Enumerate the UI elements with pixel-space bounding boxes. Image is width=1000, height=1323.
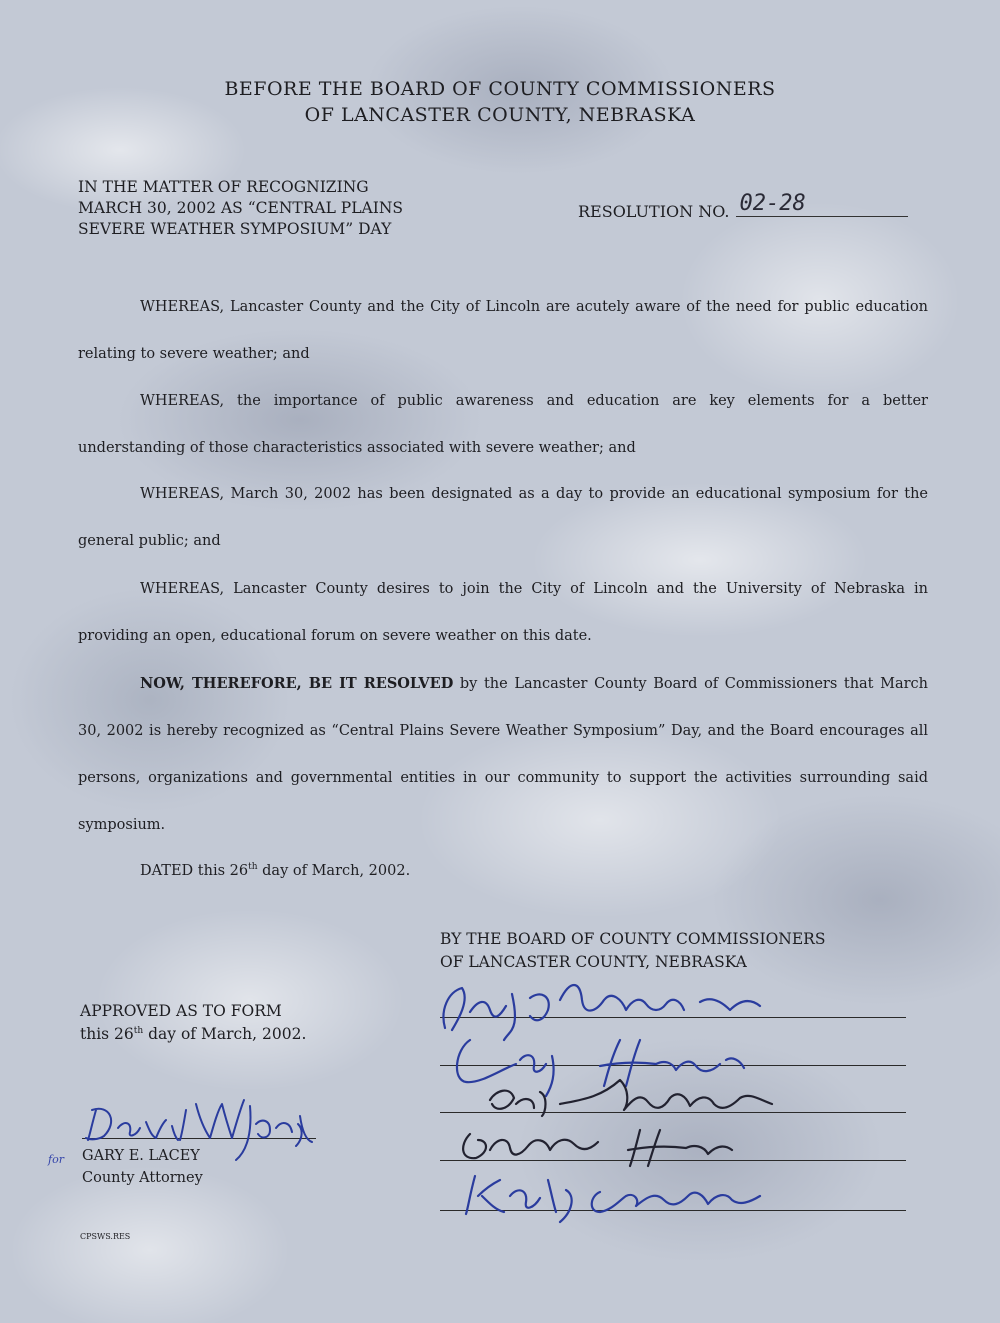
whereas-paragraph-3: WHEREAS, March 30, 2002 has been designated as a day to provide an educational symposium for the general public; and — [78, 486, 928, 549]
signature-kathy-campbell — [466, 1176, 760, 1222]
board-line-2: OF LANCASTER COUNTY, NEBRASKA — [440, 953, 747, 971]
approved-line-2: this 26th day of March, 2002. — [80, 1025, 307, 1043]
matter-line-3: SEVERE WEATHER SYMPOSIUM” DAY — [78, 220, 392, 238]
whereas-paragraph-2: WHEREAS, the importance of public awareness and education are key elements for a better understanding of those characteristics associated with severe weather; and — [78, 393, 928, 456]
resolved-paragraph: NOW, THEREFORE, BE IT RESOLVED by the Lancaster County Board of Commissioners that March 30, 2002 is hereby recognized as “Central Plains Severe Weather Symposium” Day, and the Board encourages all persons, organizations and governmental entities in our community to support the activities surrounding said symposium. — [78, 675, 928, 833]
signature-larry-hudkins — [457, 1040, 744, 1096]
heading-line-2: OF LANCASTER COUNTY, NEBRASKA — [304, 104, 696, 126]
resolution-number: 02-28 — [739, 191, 806, 216]
file-code: CPSWS.RES — [80, 1232, 131, 1241]
approved-line-1: APPROVED AS TO FORM — [80, 1002, 282, 1020]
attorney-title: County Attorney — [82, 1170, 203, 1186]
signature-bernie-heier — [463, 1130, 732, 1166]
dated-line: DATED this 26th day of March, 2002. — [140, 862, 411, 879]
attorney-name: for GARY E. LACEY — [82, 1145, 203, 1167]
resolved-lead: NOW, THEREFORE, BE IT RESOLVED — [140, 675, 454, 692]
whereas-paragraph-1: WHEREAS, Lancaster County and the City of Lincoln are acutely aware of the need for public education relating to severe weather; and — [78, 299, 928, 362]
signature-ray-stevens — [444, 985, 760, 1040]
matter-line-1: IN THE MATTER OF RECOGNIZING — [78, 178, 369, 196]
signature-david-johnson — [86, 1100, 312, 1160]
matter-line-2: MARCH 30, 2002 AS “CENTRAL PLAINS — [78, 199, 404, 217]
signature-bob-workman — [490, 1080, 772, 1116]
resolution-label: RESOLUTION NO. — [578, 202, 730, 221]
heading-line-1: BEFORE THE BOARD OF COUNTY COMMISSIONERS — [224, 78, 776, 100]
board-line-1: BY THE BOARD OF COUNTY COMMISSIONERS — [440, 930, 826, 948]
for-mark: for — [48, 1153, 64, 1166]
whereas-paragraph-4: WHEREAS, Lancaster County desires to join the City of Lincoln and the University of Nebraska in providing an open, educational forum on severe weather on this date. — [78, 581, 928, 644]
